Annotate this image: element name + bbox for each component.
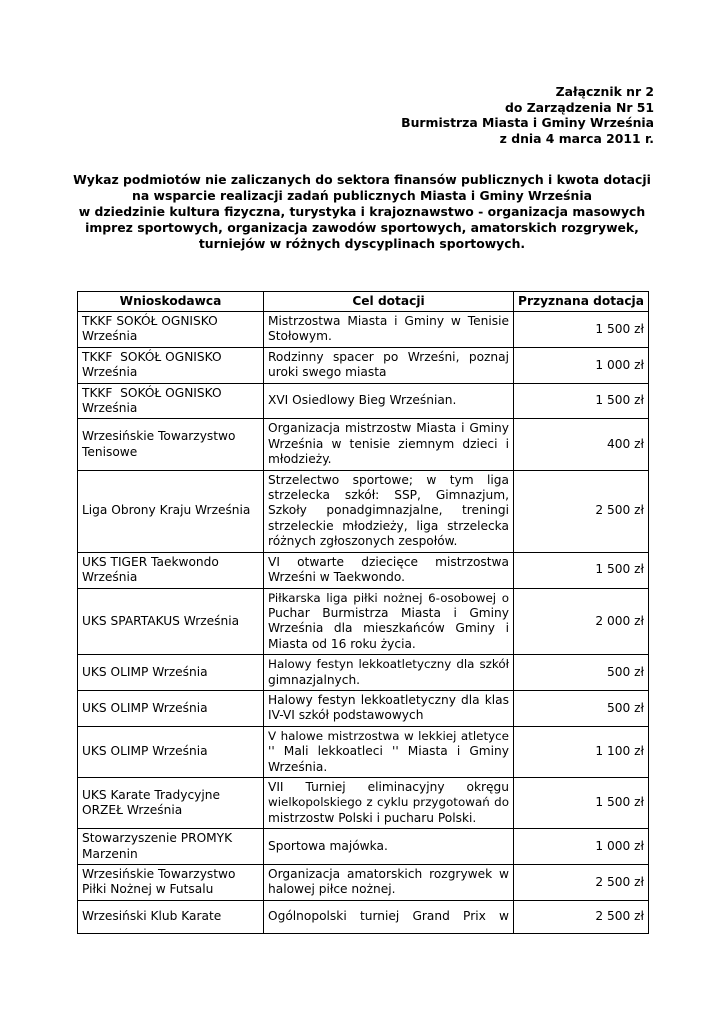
goal-line: Organizacja mistrzostw Miasta i Gminy — [268, 421, 509, 436]
goal-line: Września w tenisie ziemnym dzieci i — [268, 436, 509, 451]
table-row — [78, 419, 649, 470]
table-row — [78, 383, 649, 419]
goal-line: Organizacja amatorskich rozgrywek w — [268, 867, 509, 881]
applicant-line: UKS OLIMP Września — [82, 744, 208, 759]
amount-cell: 1 000 zł — [514, 829, 649, 865]
applicant-cell — [78, 588, 264, 655]
goal-cell — [264, 347, 514, 383]
attachment-header — [254, 84, 654, 146]
amount-cell: 1 500 zł — [514, 777, 649, 828]
table-row — [78, 312, 649, 348]
goal-line: VII Turniej eliminacyjny okręgu — [268, 779, 509, 794]
table-row — [78, 865, 649, 901]
goal-line: Miasta od 16 roku życia. — [268, 636, 416, 651]
applicant-cell — [78, 726, 264, 777]
amount-cell: 1 500 zł — [514, 312, 649, 348]
goal-line: mistrzostw Polski i pucharu Polski. — [268, 810, 477, 825]
applicant-line: UKS Karate Tradycyjne — [82, 787, 220, 802]
applicant-line: Piłki Nożnej w Futsalu — [82, 882, 214, 897]
applicant-line: Stowarzyszenie PROMYK — [82, 831, 233, 846]
table-row — [78, 900, 649, 933]
goal-line: młodzieży. — [268, 452, 332, 467]
goal-line: strzeleckie młodzieży, liga strzelecka — [268, 518, 509, 533]
goal-line: Puchar Burmistrza Miasta i Gminy — [268, 605, 509, 620]
goal-cell — [264, 726, 514, 777]
goal-line: XVI Osiedlowy Bieg Wrześnian. — [268, 393, 457, 408]
applicant-cell — [78, 312, 264, 348]
applicant-cell — [78, 829, 264, 865]
amount-cell: 1 100 zł — [514, 726, 649, 777]
applicant-cell — [78, 383, 264, 419]
title-line: imprez sportowych, organizacja zawodów sportowych, amatorskich rozgrywek, — [85, 220, 639, 235]
goal-line: Mistrzostwa Miasta i Gminy w Tenisie — [268, 314, 509, 328]
issue-date: z dnia 4 marca 2011 r. — [499, 130, 654, 146]
applicant-line: Września — [82, 329, 138, 344]
column-header-applicant: Wnioskodawca — [78, 292, 264, 312]
goal-line: Stołowym. — [268, 329, 332, 344]
amount-cell: 400 zł — [514, 419, 649, 470]
column-header-amount: Przyznana dotacja — [514, 292, 649, 312]
regulation-number: do Zarządzenia Nr 51 — [505, 99, 654, 115]
applicant-line: Tenisowe — [82, 444, 138, 459]
amount-cell: 1 000 zł — [514, 347, 649, 383]
applicant-cell — [78, 419, 264, 470]
applicant-cell — [78, 347, 264, 383]
amount-cell: 1 500 zł — [514, 552, 649, 588]
goal-line: Piłkarska liga piłki nożnej 6-osobowej o — [268, 590, 509, 605]
applicant-line: Września — [82, 365, 138, 380]
table-header-row — [78, 292, 649, 312]
applicant-cell — [78, 470, 264, 552]
applicant-line: Września — [82, 570, 138, 585]
goal-cell — [264, 419, 514, 470]
table-row — [78, 588, 649, 655]
title-line: na wsparcie realizacji zadań publicznych Miasta i Gminy Września — [132, 188, 592, 203]
table-row — [78, 726, 649, 777]
goal-line: gimnazjalnych. — [268, 672, 361, 687]
applicant-line: Liga Obrony Kraju Września — [82, 503, 251, 518]
applicant-cell — [78, 655, 264, 691]
goal-cell — [264, 829, 514, 865]
goal-cell — [264, 552, 514, 588]
applicant-line: UKS SPARTAKUS Września — [82, 613, 240, 628]
applicant-line: Września — [82, 401, 138, 416]
amount-cell: 2 500 zł — [514, 900, 649, 933]
goal-line: Wrześni w Taekwondo. — [268, 570, 406, 585]
applicant-line: UKS OLIMP Września — [82, 700, 208, 715]
goal-line: strzelecka szkół: SSP, Gimnazjum, — [268, 488, 509, 503]
table-row — [78, 347, 649, 383]
goal-line: V halowe mistrzostwa w lekkiej atletyce — [268, 728, 509, 743]
amount-cell: 2 500 zł — [514, 865, 649, 901]
applicant-cell — [78, 690, 264, 726]
title-line: w dziedzinie kultura fizyczna, turystyka i krajoznawstwo - organizacja masowych — [78, 204, 646, 219]
title-line: Wykaz podmiotów nie zaliczanych do sektora finansów publicznych i kwota dotacji — [73, 172, 651, 187]
goal-line: uroki swego miasta — [268, 365, 387, 380]
applicant-line: Wrzesińskie Towarzystwo — [82, 429, 236, 444]
amount-cell: 2 500 zł — [514, 470, 649, 552]
applicant-line: Marzenin — [82, 846, 138, 861]
goal-line: IV-VI szkół podstawowych — [268, 708, 424, 723]
goal-line: Ogólnopolski turniej Grand Prix w — [268, 909, 509, 924]
applicant-line: UKS TIGER Taekwondo — [82, 554, 219, 569]
grants-table — [77, 291, 649, 934]
goal-line: wielkopolskiego z cyklu przygotowań do — [268, 795, 509, 810]
goal-line: Września dla mieszkańców Gminy i — [268, 621, 509, 636]
goal-line: Sportowa majówka. — [268, 838, 388, 853]
goal-cell — [264, 383, 514, 419]
applicant-line: TKKF SOKÓŁ OGNISKO — [82, 314, 218, 328]
applicant-cell — [78, 865, 264, 901]
amount-cell: 1 500 zł — [514, 383, 649, 419]
table-row — [78, 777, 649, 828]
goal-line: Halowy festyn lekkoatletyczny dla szkół — [268, 657, 509, 672]
applicant-line: TKKF SOKÓŁ OGNISKO — [82, 349, 222, 364]
title-line: turniejów w różnych dyscyplinach sportowych. — [198, 236, 526, 251]
table-row — [78, 552, 649, 588]
goal-cell — [264, 588, 514, 655]
attachment-number: Załącznik nr 2 — [555, 84, 654, 99]
applicant-cell — [78, 777, 264, 828]
goal-cell — [264, 470, 514, 552]
goal-cell — [264, 690, 514, 726]
applicant-line: TKKF SOKÓŁ OGNISKO — [82, 385, 222, 400]
document-title — [40, 172, 684, 252]
goal-line: halowej piłce nożnej. — [268, 882, 396, 897]
amount-cell: 500 zł — [514, 690, 649, 726]
goal-line: Strzelectwo sportowe; w tym liga — [268, 472, 509, 487]
table-row — [78, 690, 649, 726]
goal-line: Rodzinny spacer po Wrześni, poznaj — [268, 349, 509, 364]
applicant-cell — [78, 900, 264, 933]
goal-line: różnych zgłoszonych zespołów. — [268, 534, 458, 549]
applicant-cell — [78, 552, 264, 588]
goal-line: Września. — [268, 759, 328, 774]
goal-line: VI otwarte dziecięce mistrzostwa — [268, 554, 509, 569]
column-header-goal: Cel dotacji — [264, 292, 514, 312]
applicant-line: ORZEŁ Września — [82, 803, 183, 818]
goal-line: Halowy festyn lekkoatletyczny dla klas — [268, 692, 509, 707]
goal-cell — [264, 655, 514, 691]
applicant-line: UKS OLIMP Września — [82, 664, 208, 679]
applicant-line: Wrzesińskie Towarzystwo — [82, 867, 236, 881]
table-row — [78, 655, 649, 691]
goal-line: '' Mali lekkoatleci '' Miasta i Gminy — [268, 744, 509, 759]
goal-cell — [264, 865, 514, 901]
issuer: Burmistrza Miasta i Gminy Września — [401, 115, 654, 131]
goal-cell — [264, 777, 514, 828]
goal-line: Szkoły ponadgimnazjalne, treningi — [268, 503, 509, 518]
goal-cell — [264, 900, 514, 933]
amount-cell: 2 000 zł — [514, 588, 649, 655]
table-row — [78, 470, 649, 552]
goal-cell — [264, 312, 514, 348]
applicant-line: Wrzesiński Klub Karate — [82, 909, 222, 924]
amount-cell: 500 zł — [514, 655, 649, 691]
table-row — [78, 829, 649, 865]
